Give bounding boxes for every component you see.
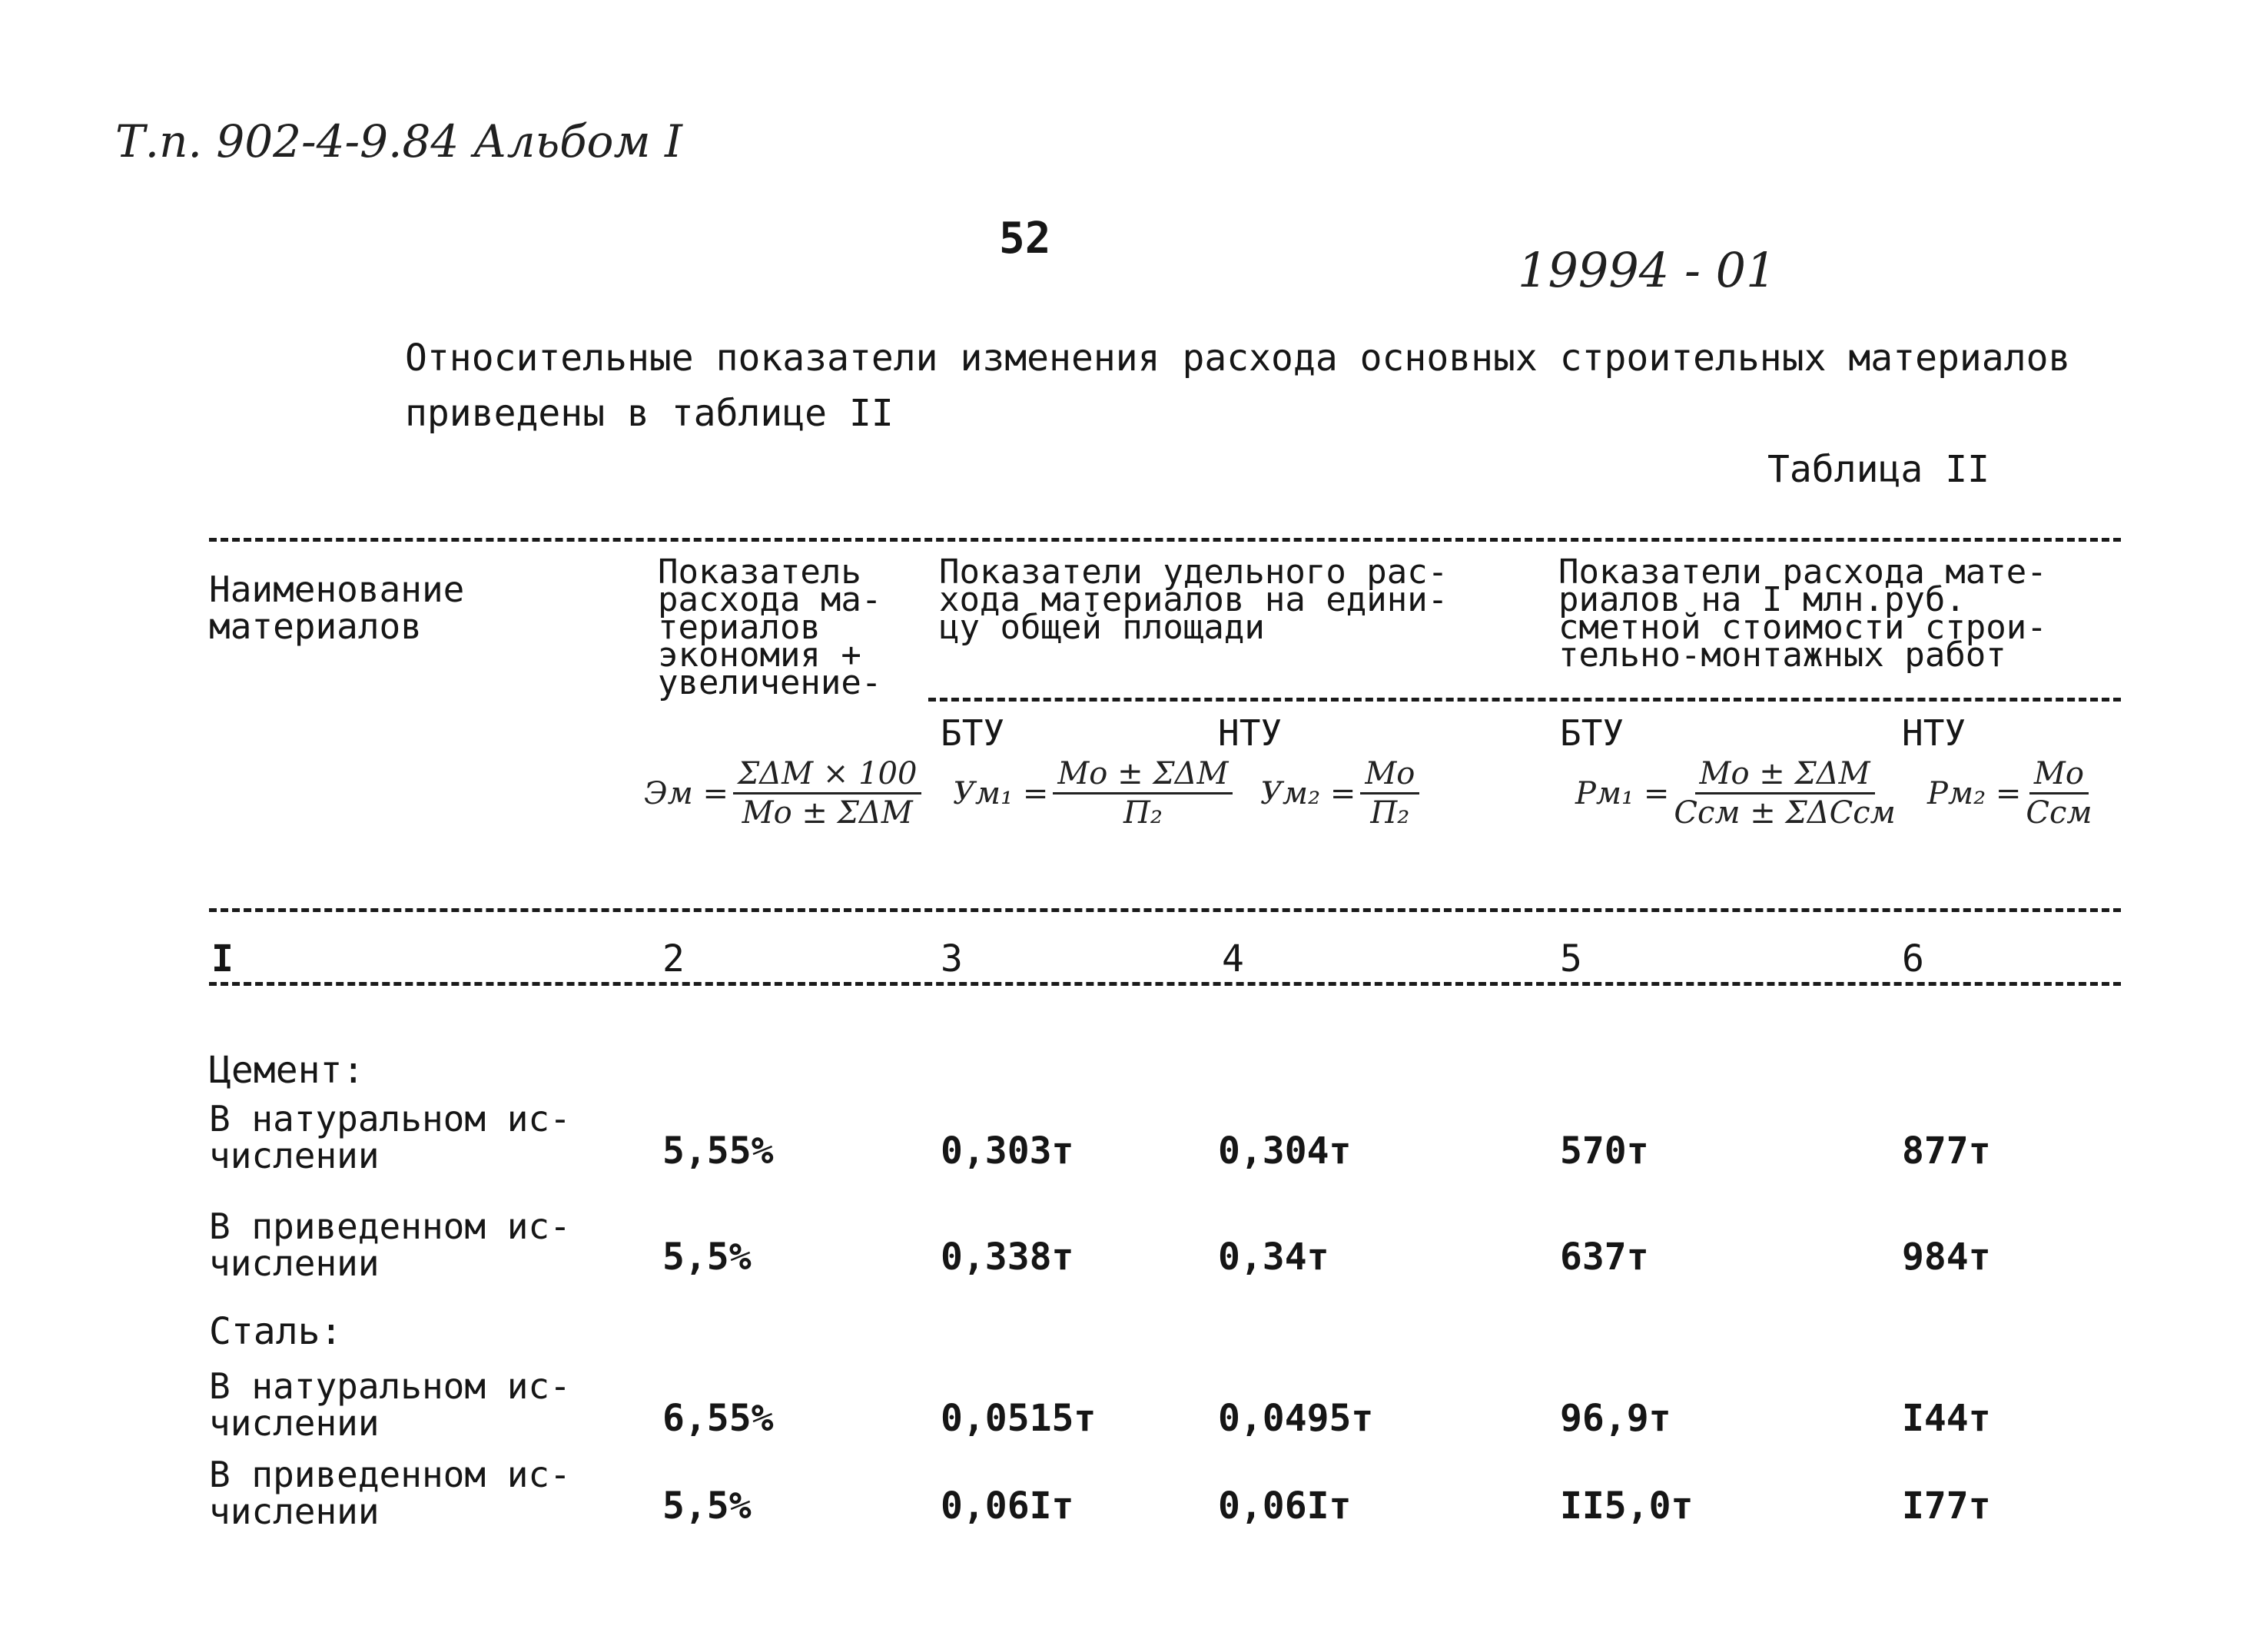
row-label: В приведенном ис- числении — [209, 1206, 571, 1284]
table-cell: 5,5% — [662, 1236, 752, 1279]
formula-col4: Ум₂ = $\frac{Мо}{\text{П₂}}$ — [1260, 757, 1419, 830]
table-cell: 877т — [1902, 1130, 1991, 1173]
table-cell: 0,0495т — [1218, 1397, 1374, 1440]
row-label: В приведенном ис- числении — [209, 1454, 571, 1532]
column-number-rule — [209, 982, 2121, 986]
document-stamp: Т.п. 902-4-9.84 Альбом I — [115, 115, 682, 168]
column-number: 5 — [1560, 937, 1582, 980]
table-cell: 0,34т — [1218, 1236, 1329, 1279]
column-number: 2 — [662, 937, 685, 980]
formula-col5: Рм₁ = $\frac{\text{Мо ± ΣΔМ}}{\text{Сcм ± ΣΔСcм}}$ — [1575, 756, 1896, 831]
header-col56-group: Показатели расхода мате- риалов на I млн.руб. сметной стоимости строи- тельно-монтажных работ — [1558, 552, 2047, 675]
document-number: 19994 - 01 — [1518, 242, 1777, 298]
table-cell: 5,5% — [662, 1484, 752, 1528]
table-cell: I44т — [1902, 1397, 1991, 1440]
formula-col6: Рм₂ = $\frac{Мо}{\text{Сcм}}$ — [1927, 756, 2092, 831]
intro-line-2: приведены в таблице II — [405, 392, 894, 435]
formula-col2: Эм = $\frac{\text{ΣΔМ × 100}}{\text{Мо ± ΣΔМ}}$ — [644, 757, 921, 830]
table-cell: 984т — [1902, 1236, 1991, 1279]
table-cell: 0,304т — [1218, 1130, 1352, 1173]
table-top-rule — [209, 538, 2121, 542]
table-cell: 0,0515т — [941, 1397, 1097, 1440]
table-cell: 637т — [1560, 1236, 1649, 1279]
table-cell: II5,0т — [1560, 1484, 1694, 1528]
subheader-col3: БТУ — [941, 712, 1005, 754]
row-label: В натуральном ис- числении — [209, 1098, 571, 1176]
subheader-col5: БТУ — [1560, 712, 1624, 754]
table-cell: 0,06Iт — [941, 1484, 1074, 1528]
table-cell: 0,06Iт — [1218, 1484, 1352, 1528]
table-cell: 6,55% — [662, 1397, 774, 1440]
table-cell: 570т — [1560, 1130, 1649, 1173]
table-cell: I77т — [1902, 1484, 1991, 1528]
group-name: Сталь: — [209, 1310, 343, 1353]
subheader-col6: НТУ — [1902, 712, 1966, 754]
header-bottom-rule — [209, 908, 2121, 912]
table-cell: 0,338т — [941, 1236, 1074, 1279]
row-label: В натуральном ис- числении — [209, 1365, 571, 1444]
header-col2: Показатель расхода ма- териалов экономия + увеличение- — [658, 552, 882, 702]
column-number: 4 — [1222, 937, 1244, 980]
subheader-col4: НТУ — [1218, 712, 1283, 754]
intro-line-1: Относительные показатели изменения расхода основных строительных материалов — [405, 337, 2071, 380]
column-number: I — [211, 937, 234, 980]
header-col1: Наименование материалов — [209, 569, 465, 647]
formula-col3: Ум₁ = $\frac{\text{Мо ± ΣΔМ}}{\text{П₂}}$ — [953, 757, 1233, 830]
header-col34-group: Показатели удельного рас- хода материалов на едини- цу общей площади — [939, 552, 1449, 647]
page-number: 52 — [999, 214, 1051, 264]
table-label: Таблица II — [1767, 448, 1989, 491]
group-name: Цемент: — [209, 1049, 365, 1092]
column-number: 3 — [941, 937, 963, 980]
subheader-rule — [928, 698, 2121, 702]
table-cell: 96,9т — [1560, 1397, 1671, 1440]
column-number: 6 — [1902, 937, 1924, 980]
table-cell: 0,303т — [941, 1130, 1074, 1173]
table-cell: 5,55% — [662, 1130, 774, 1173]
